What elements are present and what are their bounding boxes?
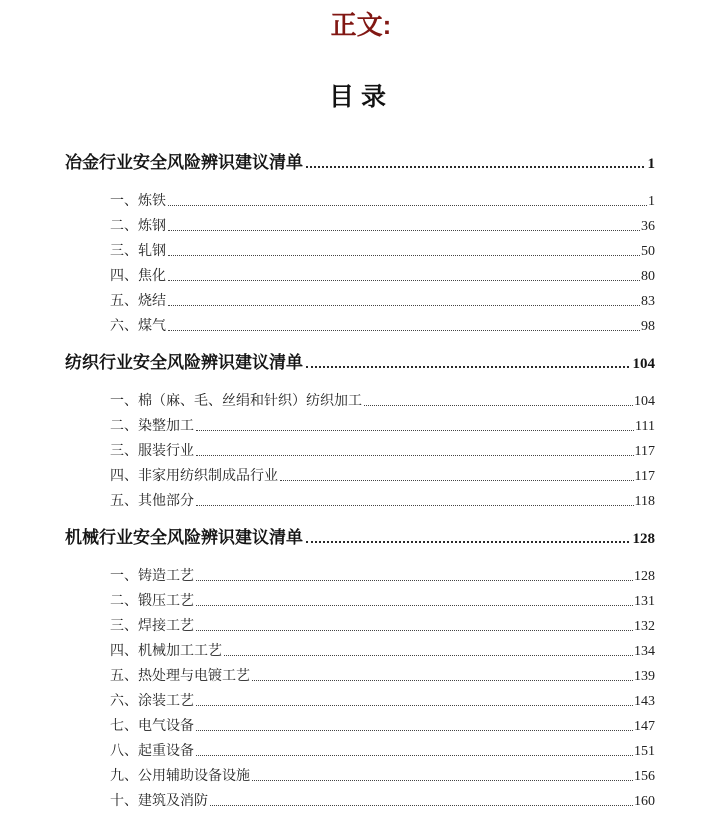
- toc-item-entry-page: 50: [641, 244, 655, 260]
- dot-leader: [196, 580, 633, 581]
- toc-item-entry-label: 三、焊接工艺: [110, 619, 194, 635]
- toc-item-entry-label: 一、铸造工艺: [110, 569, 194, 585]
- toc-item-entry-label: 五、热处理与电镀工艺: [110, 669, 250, 685]
- toc-item-entry-page: 128: [634, 569, 655, 585]
- dot-leader: [196, 430, 634, 431]
- dot-leader: [168, 230, 640, 231]
- toc-section-entry[interactable]: [65, 345, 655, 373]
- toc-item-entry[interactable]: [65, 310, 655, 335]
- toc-item-entry-label: 五、烧结: [110, 294, 166, 310]
- dot-leader: [168, 305, 640, 306]
- toc-item-entry-label: 一、炼铁: [110, 194, 166, 210]
- toc-item-entry-label: 四、非家用纺织制成品行业: [110, 469, 278, 485]
- toc-title: 目录: [328, 84, 393, 112]
- toc-section-entry-label: 机械行业安全风险辨识建议清单: [65, 528, 303, 548]
- toc-section-entry[interactable]: [65, 145, 655, 173]
- dot-leader: [306, 366, 629, 368]
- toc-item-entry[interactable]: [65, 710, 655, 735]
- dot-leader: [168, 205, 647, 206]
- toc-item-entry[interactable]: [65, 785, 655, 810]
- toc-item-entry-label: 九、公用辅助设备设施: [110, 769, 250, 785]
- toc-item-entry[interactable]: [65, 560, 655, 585]
- toc-item-entry-page: 111: [635, 419, 655, 435]
- toc-item-entry[interactable]: [65, 435, 655, 460]
- toc-item-entry-page: 83: [641, 294, 655, 310]
- toc-item-entry-label: 十、建筑及消防: [110, 794, 208, 810]
- toc-item-entry[interactable]: [65, 635, 655, 660]
- dot-leader: [168, 330, 640, 331]
- dot-leader: [168, 255, 640, 256]
- toc-item-entry-page: 160: [634, 794, 655, 810]
- toc-item-entry-page: 36: [641, 219, 655, 235]
- dot-leader: [196, 705, 633, 706]
- toc-item-entry-page: 80: [641, 269, 655, 285]
- dot-leader: [196, 505, 634, 506]
- toc-item-entry[interactable]: [65, 585, 655, 610]
- toc-item-entry-page: 104: [634, 394, 655, 410]
- toc-item-entry[interactable]: [65, 385, 655, 410]
- dot-leader: [280, 480, 634, 481]
- dot-leader: [196, 605, 633, 606]
- toc-item-entry[interactable]: [65, 410, 655, 435]
- toc-item-entry-page: 1: [648, 194, 655, 210]
- toc-item-entry[interactable]: [65, 285, 655, 310]
- toc-item-entry-page: 131: [634, 594, 655, 610]
- dot-leader: [306, 541, 629, 543]
- toc-item-entry-label: 五、其他部分: [110, 494, 194, 510]
- toc-item-entry-label: 三、轧钢: [110, 244, 166, 260]
- dot-leader: [196, 630, 633, 631]
- toc-item-entry[interactable]: [65, 610, 655, 635]
- toc-item-entry[interactable]: [65, 235, 655, 260]
- dot-leader: [224, 655, 633, 656]
- toc-item-entry-page: 143: [634, 694, 655, 710]
- toc-item-entry[interactable]: [65, 260, 655, 285]
- toc-item-entry-label: 六、煤气: [110, 319, 166, 335]
- toc-item-entry[interactable]: [65, 760, 655, 785]
- dot-leader: [210, 805, 633, 806]
- toc-item-entry-label: 二、炼钢: [110, 219, 166, 235]
- dot-leader: [364, 405, 633, 406]
- toc-section-entry-label: 冶金行业安全风险辨识建议清单: [65, 153, 303, 173]
- toc-section-entry[interactable]: [65, 520, 655, 548]
- toc-item-entry-label: 三、服装行业: [110, 444, 194, 460]
- dot-leader: [252, 680, 633, 681]
- toc-item-entry[interactable]: [65, 685, 655, 710]
- dot-leader: [252, 780, 633, 781]
- toc-item-entry[interactable]: [65, 735, 655, 760]
- dot-leader: [196, 755, 633, 756]
- toc-section-entry-page: 1: [647, 156, 655, 173]
- toc-item-entry-page: 151: [634, 744, 655, 760]
- toc-section-entry-label: 纺织行业安全风险辨识建议清单: [65, 353, 303, 373]
- dot-leader: [196, 455, 634, 456]
- toc-item-entry-label: 四、焦化: [110, 269, 166, 285]
- toc-item-entry-page: 156: [634, 769, 655, 785]
- dot-leader: [168, 280, 640, 281]
- toc-item-entry-page: 117: [634, 469, 655, 485]
- toc-item-entry[interactable]: [65, 185, 655, 210]
- toc-item-entry-page: 132: [634, 619, 655, 635]
- toc-item-entry-label: 四、机械加工工艺: [110, 644, 222, 660]
- toc-item-entry-label: 八、起重设备: [110, 744, 194, 760]
- toc-item-entry-label: 一、棉（麻、毛、丝绢和针织）纺织加工: [110, 394, 362, 410]
- body-section-label: 正文:: [330, 10, 392, 40]
- toc-item-entry-label: 二、染整加工: [110, 419, 194, 435]
- dot-leader: [196, 730, 633, 731]
- toc-item-entry-label: 二、锻压工艺: [110, 594, 194, 610]
- toc-item-entry-page: 147: [634, 719, 655, 735]
- toc-section-entry-page: 128: [632, 531, 655, 548]
- toc-item-entry-page: 117: [634, 444, 655, 460]
- toc-item-entry-page: 118: [634, 494, 655, 510]
- toc-item-entry[interactable]: [65, 210, 655, 235]
- toc-item-entry[interactable]: [65, 485, 655, 510]
- toc-item-entry-page: 139: [634, 669, 655, 685]
- toc-item-entry-label: 六、涂装工艺: [110, 694, 194, 710]
- toc-list: [65, 145, 655, 810]
- toc-item-entry-page: 98: [641, 319, 655, 335]
- toc-item-entry-page: 134: [634, 644, 655, 660]
- dot-leader: [306, 166, 644, 168]
- toc-item-entry[interactable]: [65, 660, 655, 685]
- toc-item-entry[interactable]: [65, 460, 655, 485]
- toc-section-entry-page: 104: [632, 356, 655, 373]
- toc-item-entry-label: 七、电气设备: [110, 719, 194, 735]
